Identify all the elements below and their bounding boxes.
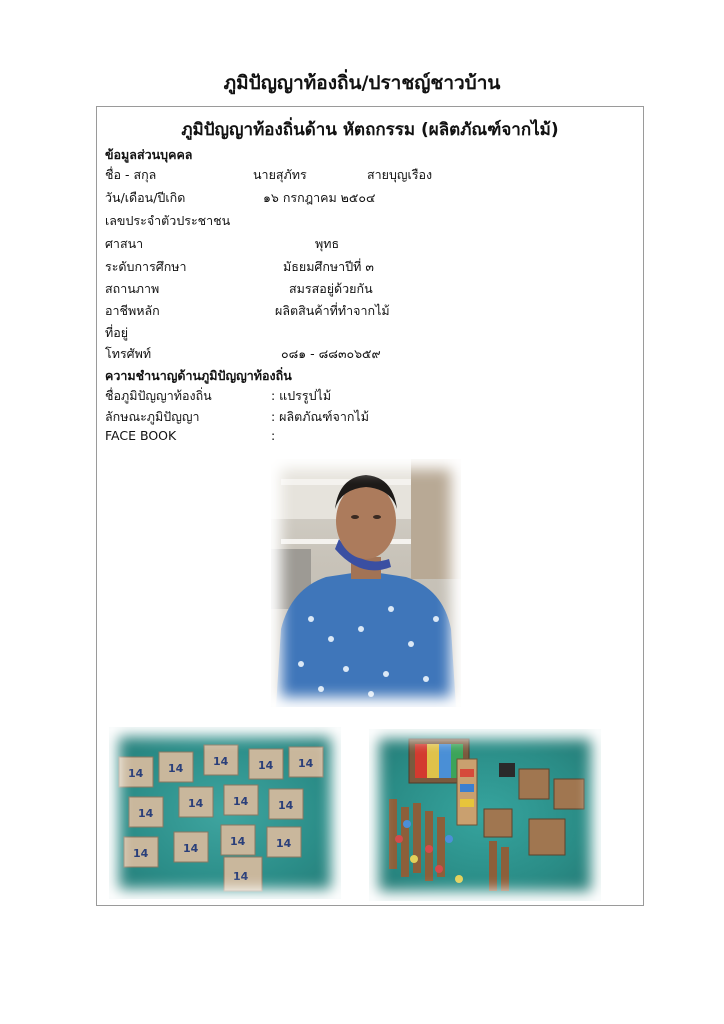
wisdom-type-value: : ผลิตภัณฑ์จากไม้ bbox=[271, 409, 369, 424]
calendar-blocks-photo bbox=[109, 727, 341, 899]
portrait-photo bbox=[271, 459, 461, 707]
last-name-value: สายบุญเรือง bbox=[367, 167, 433, 182]
wisdom-name-row bbox=[105, 386, 635, 406]
facebook-row bbox=[105, 428, 635, 448]
calendar-number-10: 14 bbox=[133, 847, 149, 860]
facebook-label: FACE BOOK bbox=[105, 428, 177, 443]
dob-row bbox=[105, 188, 635, 208]
occupation-value: ผลิตสินค้าที่ทำจากไม้ bbox=[275, 303, 390, 318]
occupation-label: อาชีพหลัก bbox=[105, 303, 160, 318]
box-title: ภูมิปัญญาท้องถิ่นด้าน หัตถกรรม (ผลิตภัณฑ์จากไม้) bbox=[181, 120, 559, 140]
phone-value: ๐๘๑ - ๘๘๓๐๖๕๙ bbox=[281, 346, 381, 361]
dob-value: ๑๖ กรกฎาคม ๒๕๐๔ bbox=[263, 190, 376, 205]
status-label: สถานภาพ bbox=[105, 281, 160, 296]
expertise-heading: ความชำนาญด้านภูมิปัญญาท้องถิ่น bbox=[105, 368, 292, 383]
calendar-number-7: 14 bbox=[188, 797, 204, 810]
status-row bbox=[105, 279, 635, 299]
first-name-value: นายสุภัทร bbox=[253, 167, 307, 182]
wooden-crafts-photo bbox=[369, 729, 601, 901]
calendar-number-5: 14 bbox=[298, 757, 314, 770]
education-row bbox=[105, 257, 635, 277]
content-frame bbox=[96, 106, 644, 906]
status-value: สมรสอยู่ด้วยกัน bbox=[289, 281, 373, 296]
calendar-number-11: 14 bbox=[183, 842, 199, 855]
calendar-number-6: 14 bbox=[138, 807, 154, 820]
religion-row bbox=[105, 234, 635, 254]
education-value: มัธยมศึกษาปีที่ ๓ bbox=[283, 259, 374, 274]
calendar-number-12: 14 bbox=[230, 835, 246, 848]
name-label: ชื่อ - สกุล bbox=[105, 167, 157, 182]
page-title: ภูมิปัญญาท้องถิ่น/ปราชญ์ชาวบ้าน bbox=[223, 72, 501, 94]
phone-row bbox=[105, 344, 635, 364]
dob-label: วัน/เดือน/ปีเกิด bbox=[105, 190, 186, 205]
calendar-number-8: 14 bbox=[233, 795, 249, 808]
religion-label: ศาสนา bbox=[105, 236, 144, 251]
calendar-number-1: 14 bbox=[128, 767, 144, 780]
calendar-number-9: 14 bbox=[278, 799, 294, 812]
calendar-number-4: 14 bbox=[258, 759, 274, 772]
wisdom-type-label: ลักษณะภูมิปัญญา bbox=[105, 409, 200, 424]
id-label: เลขประจำตัวประชาชน bbox=[105, 213, 231, 228]
calendar-number-3: 14 bbox=[213, 755, 229, 768]
name-row bbox=[105, 165, 635, 185]
religion-value: พุทธ bbox=[315, 236, 340, 251]
calendar-number-2: 14 bbox=[168, 762, 184, 775]
phone-label: โทรศัพท์ bbox=[105, 346, 152, 361]
wisdom-name-value: : แปรรูปไม้ bbox=[271, 388, 332, 403]
id-row bbox=[105, 211, 635, 231]
facebook-value: : bbox=[271, 428, 276, 443]
education-label: ระดับการศึกษา bbox=[105, 259, 187, 274]
wisdom-name-label: ชื่อภูมิปัญญาท้องถิ่น bbox=[105, 388, 212, 403]
address-row bbox=[105, 323, 635, 343]
occupation-row bbox=[105, 301, 635, 321]
wisdom-type-row bbox=[105, 407, 635, 427]
calendar-number-13: 14 bbox=[276, 837, 292, 850]
personal-info-heading: ข้อมูลส่วนบุคคล bbox=[105, 147, 193, 162]
address-label: ที่อยู่ bbox=[105, 325, 129, 340]
calendar-number-14: 14 bbox=[233, 870, 249, 883]
